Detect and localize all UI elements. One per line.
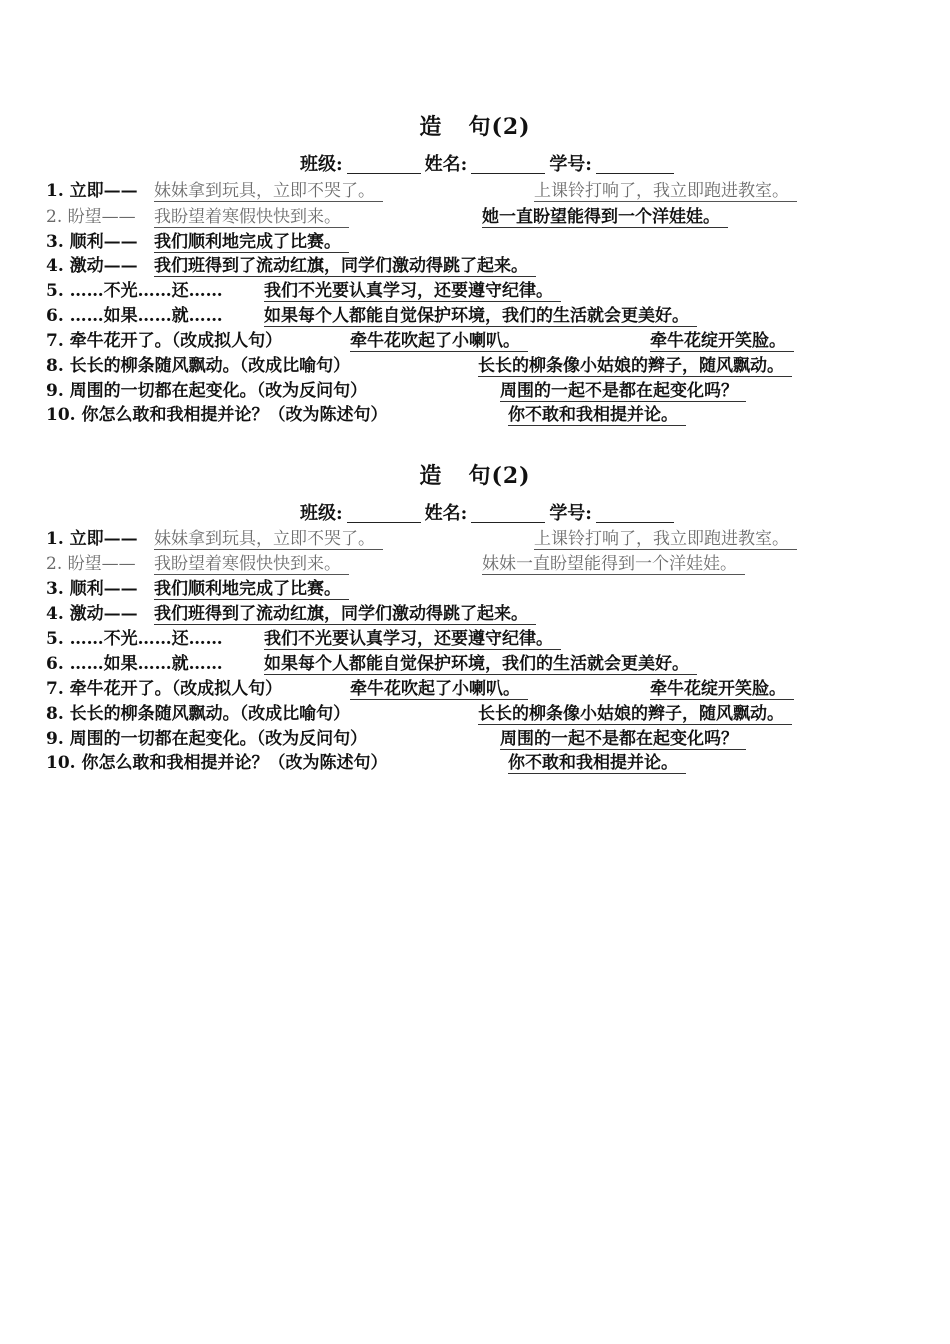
exercise-prompt: 5. ……不光……还…… [46,629,223,649]
title-rest: 句(2) [468,114,531,140]
exercise-prompt: 4. 激动—— [46,256,138,276]
id-blank[interactable] [596,504,674,523]
exercise-prompt: 3. 顺利—— [46,232,138,252]
answer-2: 上课铃打响了，我立即跑进教室。 [534,176,797,202]
name-label: 姓名: [424,503,468,524]
answer-2: 你不敢和我相提并论。 [508,400,686,426]
class-blank[interactable] [347,155,421,174]
exercise-prompt: 2. 盼望—— [46,207,136,227]
answer-2: 周围的一起不是都在起变化吗？ [500,724,746,750]
answer-2: 她一直盼望能得到一个洋娃娃。 [482,202,728,228]
answer-1: 我盼望着寒假快快到来。 [154,549,349,575]
name-blank[interactable] [471,504,545,523]
exercise-prompt: 5. ……不光……还…… [46,281,223,301]
answer-1: 我们顺利地完成了比赛。 [154,227,349,253]
class-label: 班级: [300,154,343,175]
exercise-prompt: 9. 周围的一切都在起变化。（改为反问句） [46,729,368,749]
class-label: 班级: [300,503,343,524]
class-blank[interactable] [347,504,421,523]
exercise-prompt: 7. 牵牛花开了。（改成拟人句） [46,679,283,699]
answer-1: 我盼望着寒假快快到来。 [154,202,349,228]
exercise-prompt: 8. 长长的柳条随风飘动。（改成比喻句） [46,704,351,724]
id-label: 学号: [549,503,592,524]
exercise-prompt: 1. 立即—— [46,181,138,201]
worksheet-title [0,110,950,141]
student-info-line [300,150,678,176]
name-label: 姓名: [424,154,468,175]
answer-2: 长长的柳条像小姑娘的辫子，随风飘动。 [478,351,792,377]
answer-1: 牵牛花吹起了小喇叭。 [350,326,528,352]
exercise-prompt: 9. 周围的一切都在起变化。（改为反问句） [46,381,368,401]
exercise-prompt: 8. 长长的柳条随风飘动。（改成比喻句） [46,356,351,376]
title-main: 造 [419,114,443,140]
answer-2: 你不敢和我相提并论。 [508,748,686,774]
answer-1: 我们不光要认真学习，还要遵守纪律。 [264,624,561,650]
answer-1: 我们班得到了流动红旗，同学们激动得跳了起来。 [154,251,536,277]
answer-1: 我们顺利地完成了比赛。 [154,574,349,600]
answer-2: 妹妹一直盼望能得到一个洋娃娃。 [482,549,745,575]
id-label: 学号: [549,154,592,175]
id-blank[interactable] [596,155,674,174]
exercise-prompt: 10. 你怎么敢和我相提并论？（改为陈述句） [46,753,388,773]
answer-1: 我们不光要认真学习，还要遵守纪律。 [264,276,561,302]
title-main: 造 [419,463,443,489]
exercise-prompt: 1. 立即—— [46,529,138,549]
answer-1: 如果每个人都能自觉保护环境，我们的生活就会更美好。 [264,649,697,675]
answer-2: 牵牛花绽开笑脸。 [650,326,794,352]
exercise-prompt: 6. ……如果……就…… [46,654,223,674]
worksheet-title [0,459,950,490]
answer-2: 长长的柳条像小姑娘的辫子，随风飘动。 [478,699,792,725]
answer-2: 上课铃打响了，我立即跑进教室。 [534,524,797,550]
exercise-prompt: 3. 顺利—— [46,579,138,599]
answer-1: 如果每个人都能自觉保护环境，我们的生活就会更美好。 [264,301,697,327]
exercise-prompt: 2. 盼望—— [46,554,136,574]
exercise-prompt: 10. 你怎么敢和我相提并论？（改为陈述句） [46,405,388,425]
exercise-prompt: 7. 牵牛花开了。（改成拟人句） [46,331,283,351]
name-blank[interactable] [471,155,545,174]
answer-1: 妹妹拿到玩具，立即不哭了。 [154,524,383,550]
student-info-line [300,499,678,525]
answer-1: 我们班得到了流动红旗，同学们激动得跳了起来。 [154,599,536,625]
answer-1: 牵牛花吹起了小喇叭。 [350,674,528,700]
answer-2: 牵牛花绽开笑脸。 [650,674,794,700]
title-rest: 句(2) [468,463,531,489]
exercise-prompt: 6. ……如果……就…… [46,306,223,326]
exercise-prompt: 4. 激动—— [46,604,138,624]
answer-1: 妹妹拿到玩具，立即不哭了。 [154,176,383,202]
answer-2: 周围的一起不是都在起变化吗？ [500,376,746,402]
